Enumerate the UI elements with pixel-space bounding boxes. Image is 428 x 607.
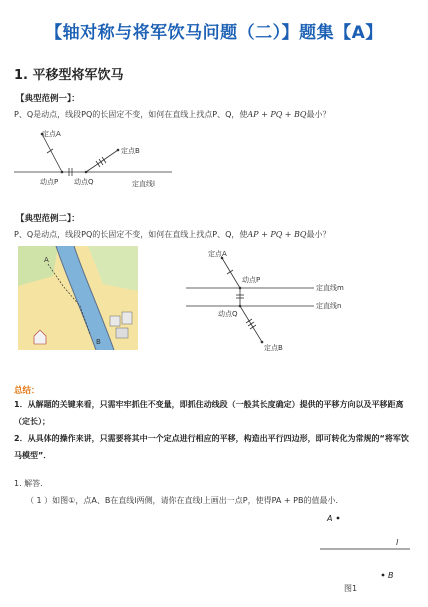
- label-line-n: 定直线n: [316, 302, 342, 310]
- label-a: A: [327, 514, 333, 523]
- tick-qb-1: [246, 319, 252, 323]
- example-1-problem: [14, 109, 414, 120]
- label-point-b: 定点B: [121, 147, 140, 155]
- tick-qb-3: [250, 325, 256, 329]
- segment-ap: [42, 134, 62, 172]
- example-1-problem-end: 最小？: [306, 110, 331, 119]
- label-point-a: 定点A: [42, 130, 61, 138]
- map-building-2: [122, 312, 132, 324]
- label-line-m: 定直线m: [316, 284, 344, 292]
- tick-qb-2: [99, 159, 103, 165]
- map-building-3: [116, 328, 128, 338]
- example-2-figure: [186, 246, 346, 352]
- tick-qb-3: [102, 157, 106, 163]
- label-l: l: [396, 538, 399, 547]
- example-1-figure: [14, 126, 174, 192]
- label-point-b: 定点B: [264, 344, 283, 352]
- label-moving-p: 动点P: [242, 276, 261, 284]
- tick-qb-1: [96, 161, 100, 167]
- point-b: [382, 574, 385, 577]
- figure-1-caption: 图1: [344, 584, 358, 593]
- point-q: [85, 171, 88, 174]
- example-1-problem-text: P、Q是动点，线段PQ的长固定不变，如何在直线上找点P、Q，使: [14, 110, 248, 119]
- point-b: [117, 149, 120, 152]
- label-point-a: 定点A: [208, 250, 227, 258]
- point-p: [61, 171, 64, 174]
- summary-line-1: 1．从解题的关键来看，只需牢牢抓住不变量，即抓住动线段（一般其长度确定）提供的平移方向以及平移距离（定长）；: [14, 400, 404, 426]
- point-b: [261, 341, 264, 344]
- point-q: [239, 305, 242, 308]
- map-label-a: A: [44, 256, 49, 264]
- label-b: B: [388, 571, 394, 580]
- map-building-1: [110, 316, 120, 326]
- label-moving-q: 动点Q: [218, 310, 238, 318]
- example-2-problem-text: P、Q是动点，线段PQ的长固定不变，如何在直线上找点P、Q，使: [14, 230, 248, 239]
- label-line-l: 定直线l: [132, 180, 155, 188]
- point-a: [337, 517, 340, 520]
- point-p: [239, 287, 242, 290]
- answer-intro: 1. 解答．: [14, 479, 49, 488]
- example-2-problem-end: 最小？: [306, 230, 331, 239]
- example-1-expression: AP + PQ + BQ: [247, 110, 307, 119]
- figure-1: [316, 508, 416, 586]
- river-map-illustration: [18, 246, 138, 350]
- example-2-problem: [14, 229, 414, 240]
- segment-ap: [222, 258, 240, 288]
- section-heading: 1. 平移型将军饮马: [14, 68, 124, 83]
- page-title: 【轴对称与将军饮马问题（二）】题集【A】: [45, 23, 383, 43]
- question-1: （ 1 ）如图①，点A、B在直线l两侧，请你在直线l上画出一点P，使得PA + PB的值最小．: [26, 496, 344, 505]
- summary-line-2: 2．从具体的操作来讲，只需要将其中一个定点进行相应的平移，构造出平行四边形，即可转化为常规的“将军饮马模型”．: [14, 434, 409, 460]
- label-moving-p: 动点P: [40, 178, 59, 186]
- tick-qb-2: [248, 322, 254, 326]
- label-moving-q: 动点Q: [74, 178, 94, 186]
- example-2-expression: AP + PQ + BQ: [247, 230, 307, 239]
- example-2-label: 【典型范例二】：: [16, 214, 80, 224]
- example-1-label: 【典型范例一】：: [16, 94, 80, 104]
- map-label-b: B: [96, 338, 101, 346]
- segment-qb: [86, 150, 118, 172]
- summary-title: 总结：: [14, 386, 40, 396]
